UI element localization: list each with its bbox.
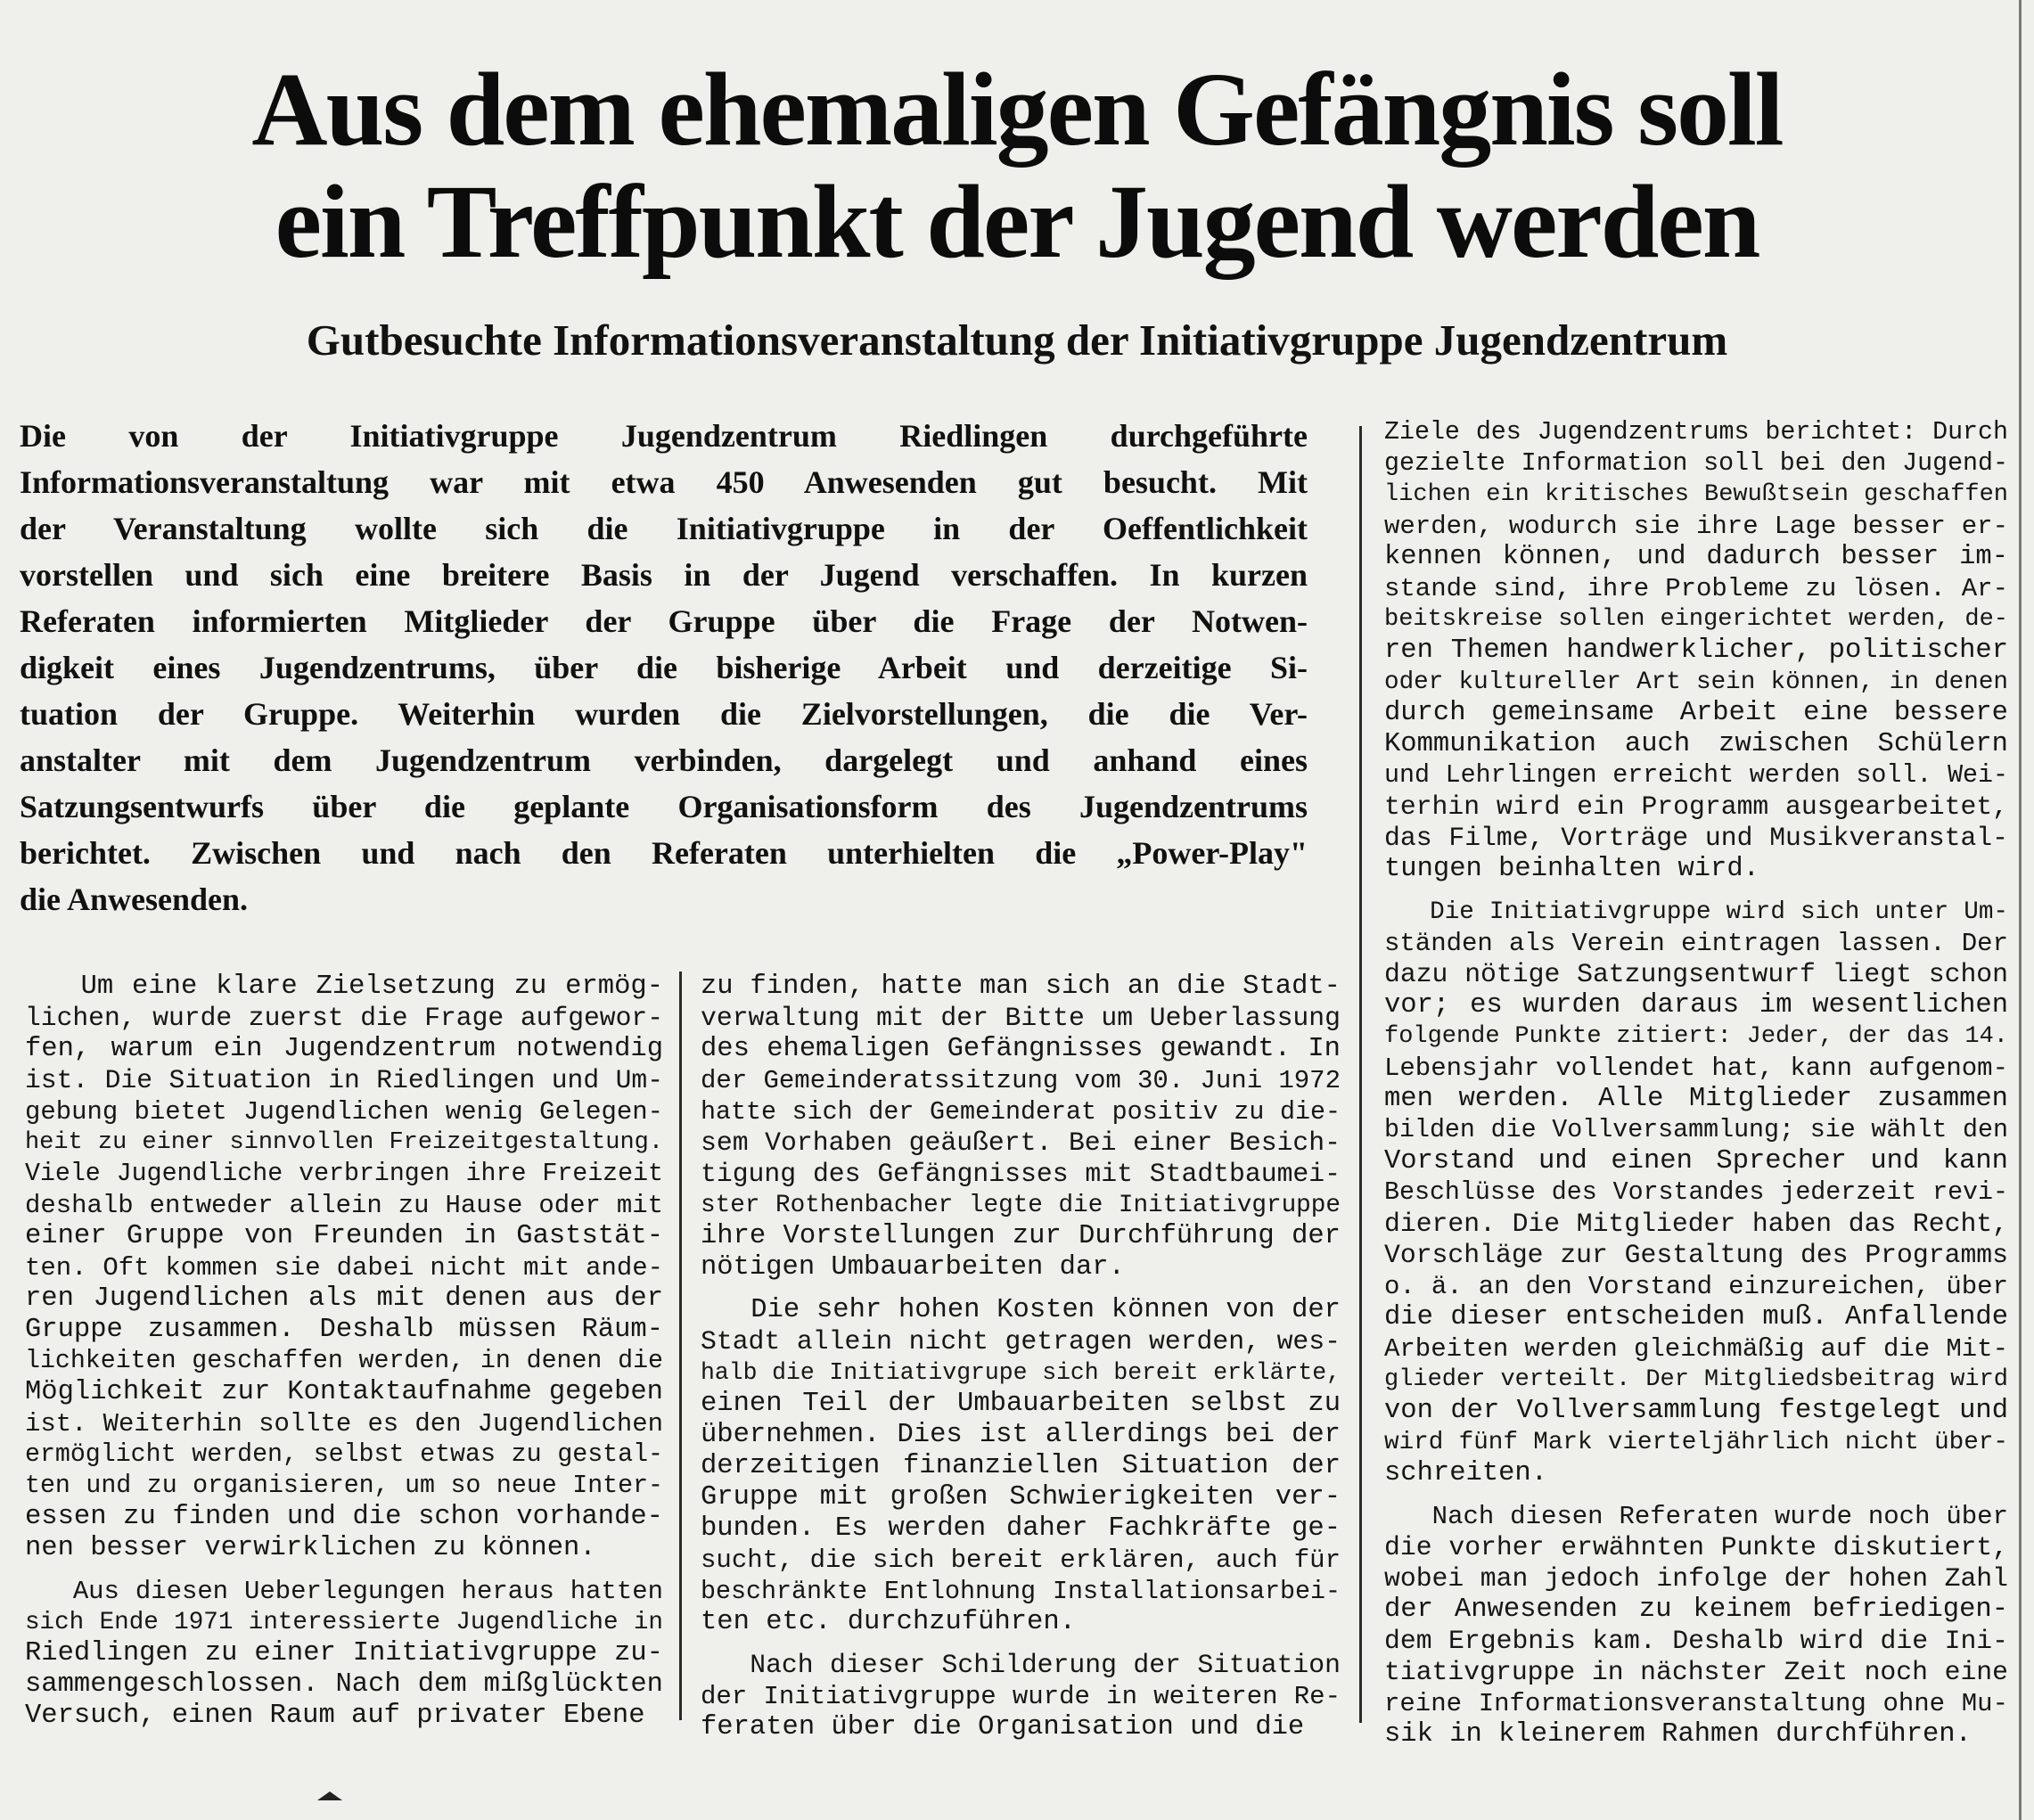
text-line: bunden. Es werden daher Fachkräfte ge- xyxy=(701,1513,1341,1544)
text-line: ist. Die Situation in Riedlingen und Um- xyxy=(25,1065,663,1095)
page-mark xyxy=(317,1791,342,1800)
text-line: Vorschläge zur Gestaltung des Programms xyxy=(1384,1240,2008,1270)
text-line: Möglichkeit zur Kontaktaufnahme gegeben xyxy=(25,1377,663,1407)
text-line: zu finden, hatte man sich an die Stadt- xyxy=(701,971,1341,1002)
text-line: feraten über die Organisation und die xyxy=(701,1712,1305,1742)
text-line: ten und zu organisieren, um so neue Inter- xyxy=(25,1472,663,1500)
text-line: verwaltung mit der Bitte um Ueberlassung xyxy=(701,1003,1341,1033)
headline xyxy=(0,53,2034,278)
column-divider-1 xyxy=(679,971,682,1720)
text-line: einen Teil der Umbauarbeiten selbst zu xyxy=(701,1389,1341,1419)
text-line: reine Informationsveranstaltung ohne Mu- xyxy=(1384,1689,2008,1718)
text-line: ster Rothenbacher legte die Initiativgruppe xyxy=(701,1192,1341,1219)
text-line: übernehmen. Dies ist allerdings bei der xyxy=(701,1420,1341,1450)
text-line: oder kultureller Art sein können, in denen xyxy=(1384,668,2008,696)
text-line: ihre Vorstellungen zur Durchführung der xyxy=(701,1221,1341,1251)
text-line: lichen, wurde zuerst die Frage aufgewor- xyxy=(25,1003,663,1033)
text-line: Kommunikation auch zwischen Schülern xyxy=(1384,729,2008,759)
text-line: heit zu einer sinnvollen Freizeitgestaltung. xyxy=(25,1129,663,1156)
column-2 xyxy=(701,971,1341,1743)
text-line: Arbeiten werden gleichmäßig auf die Mit- xyxy=(1384,1334,2008,1364)
text-line: werden, wodurch sie ihre Lage besser er- xyxy=(1384,512,2008,541)
lead-paragraph xyxy=(20,413,1308,922)
text-line: Aus diesen Ueberlegungen heraus hatten xyxy=(25,1577,663,1606)
text-line: Gruppe mit großen Schwierigkeiten ver- xyxy=(701,1482,1341,1513)
text-line: Satzungsentwurfs über die geplante Organisationsform des Jugendzentrums xyxy=(20,789,1308,824)
text-line: ten etc. durchzuführen. xyxy=(701,1607,1076,1637)
text-line: wobei man jedoch infolge der hohen Zahl xyxy=(1384,1563,2008,1594)
text-line: vor; es wurden daraus im wesentlichen xyxy=(1384,990,2008,1021)
text-line: der Gemeinderatssitzung vom 30. Juni 1972 xyxy=(701,1066,1341,1095)
text-line: nötigen Umbauarbeiten dar. xyxy=(701,1252,1125,1283)
text-line: sammengeschlossen. Nach dem mißglückten xyxy=(25,1669,663,1700)
text-line: beschränkte Entlohnung Installationsarbei- xyxy=(701,1577,1341,1606)
text-line: Um eine klare Zielsetzung zu ermög- xyxy=(25,971,663,1002)
text-line: fen, warum ein Jugendzentrum notwendig xyxy=(25,1034,663,1064)
text-line: sik in kleinerem Rahmen durchführen. xyxy=(1384,1719,1972,1750)
text-line: vorstellen und sich eine breitere Basis in der Jugend verschaffen. In kurzen xyxy=(20,557,1308,593)
column-divider-2 xyxy=(1359,426,1362,1723)
paragraph-gap xyxy=(25,1564,663,1576)
text-line: dazu nötige Satzungsentwurf liegt schon xyxy=(1384,959,2008,989)
text-line: bilden die Vollversammlung; sie wählt den xyxy=(1384,1116,2008,1144)
text-line: beitskreise sollen eingerichtet werden, de- xyxy=(1384,606,2008,633)
text-line: nen besser verwirklichen zu können. xyxy=(25,1533,596,1563)
paragraph-gap xyxy=(1384,885,2008,897)
text-line: Nach dieser Schilderung der Situation xyxy=(701,1650,1341,1680)
headline-line-1: Aus dem ehemaligen Gefängnis soll xyxy=(251,51,1783,168)
text-line: Ziele des Jugendzentrums berichtet: Durch xyxy=(1384,418,2008,447)
text-line: men werden. Alle Mitglieder zusammen xyxy=(1384,1084,2008,1114)
text-line: Riedlingen zu einer Initiativgruppe zu- xyxy=(25,1638,663,1668)
page-edge xyxy=(2019,0,2022,1820)
text-line: Die von der Initiativgruppe Jugendzentrum Riedlingen durchgeführte xyxy=(20,418,1308,454)
text-line: die vorher erwähnten Punkte diskutiert, xyxy=(1384,1532,2008,1562)
text-line: Versuch, einen Raum auf privater Ebene xyxy=(25,1701,645,1731)
text-line: von der Vollversammlung festgelegt und xyxy=(1384,1396,2008,1426)
text-line: und Lehrlingen erreicht werden soll. Wei- xyxy=(1384,761,2008,790)
text-line: o. ä. an den Vorstand einzureichen, über xyxy=(1384,1272,2008,1301)
text-line: glieder verteilt. Der Mitgliedsbeitrag wird xyxy=(1384,1366,2008,1393)
column-1 xyxy=(25,971,663,1732)
text-line: derzeitigen finanziellen Situation der xyxy=(701,1451,1341,1481)
text-line: schreiten. xyxy=(1384,1458,1548,1488)
text-line: folgende Punkte zitiert: Jeder, der das 14. xyxy=(1384,1023,2008,1050)
text-line: lichen ein kritisches Bewußtsein geschaffen xyxy=(1384,481,2008,508)
text-line: sem Vorhaben geäußert. Bei einer Besich- xyxy=(701,1127,1341,1158)
text-line: Die sehr hohen Kosten können von der xyxy=(701,1295,1341,1325)
paragraph-gap xyxy=(701,1283,1341,1295)
text-line: Referaten informierten Mitglieder der Gruppe über die Frage der Notwen- xyxy=(20,603,1308,639)
text-line: ren Jugendlichen als mit denen aus der xyxy=(25,1283,663,1314)
text-line: Die Initiativgruppe wird sich unter Um- xyxy=(1384,898,2008,926)
column-3 xyxy=(1384,417,2008,1750)
headline-line-2: ein Treffpunkt der Jugend werden xyxy=(275,163,1759,280)
text-line: die dieser entscheiden muß. Anfallende xyxy=(1384,1302,2008,1332)
text-line: essen zu finden und die schon vorhande- xyxy=(25,1502,663,1532)
text-line: der Anwesenden zu keinem befriedigen- xyxy=(1384,1595,2008,1625)
text-line: tungen beinhalten wird. xyxy=(1384,854,1759,884)
paragraph-gap xyxy=(1384,1489,2008,1501)
text-line: einer Gruppe von Freunden in Gaststät- xyxy=(25,1221,663,1251)
text-line: lichkeiten geschaffen werden, in denen die xyxy=(25,1347,663,1375)
text-line: des ehemaligen Gefängnisses gewandt. In xyxy=(701,1034,1341,1064)
text-line: digkeit eines Jugendzentrums, über die bisherige Arbeit und derzeitige Si- xyxy=(20,650,1308,685)
text-line: Vorstand und einen Sprecher und kann xyxy=(1384,1146,2008,1176)
text-line: ermöglicht werden, selbst etwas zu gestal- xyxy=(25,1440,663,1469)
text-line: Informationsveranstaltung war mit etwa 450 Anwesenden gut besucht. Mit xyxy=(20,464,1308,500)
text-line: tuation der Gruppe. Weiterhin wurden die Zielvorstellungen, die die Ver- xyxy=(20,696,1308,732)
text-line: gebung bietet Jugendlichen wenig Gelegen- xyxy=(25,1097,663,1127)
text-line: Lebensjahr vollendet hat, kann aufgenom- xyxy=(1384,1053,2008,1083)
text-line: tiativgruppe in nächster Zeit noch eine xyxy=(1384,1657,2008,1687)
text-line: halb die Initiativgrupe sich bereit erklärte, xyxy=(701,1359,1341,1386)
text-line: deshalb entweder allein zu Hause oder mit xyxy=(25,1191,663,1220)
text-line: Nach diesen Referaten wurde noch über xyxy=(1384,1502,2008,1531)
text-line: ist. Weiterhin sollte es den Jugendlichen xyxy=(25,1409,663,1439)
text-line: dieren. Die Mitglieder haben das Recht, xyxy=(1384,1209,2008,1239)
text-line: der Initiativgruppe wurde in weiteren Re- xyxy=(701,1682,1341,1711)
text-line: Stadt allein nicht getragen werden, wes- xyxy=(701,1326,1341,1357)
text-line: dem Ergebnis kam. Deshalb wird die Ini- xyxy=(1384,1626,2008,1656)
text-line: kennen können, und dadurch besser im- xyxy=(1384,542,2008,572)
text-line: Viele Jugendliche verbringen ihre Freizeit xyxy=(25,1160,663,1188)
text-line: durch gemeinsame Arbeit eine bessere xyxy=(1384,698,2008,728)
text-line: Beschlüsse des Vorstandes jederzeit revi- xyxy=(1384,1178,2008,1207)
text-line: ten. Oft kommen sie dabei nicht mit ande- xyxy=(25,1253,663,1283)
paragraph-gap xyxy=(701,1638,1341,1650)
text-line: tigung des Gefängnisses mit Stadtbaumei- xyxy=(701,1159,1341,1189)
text-line: hatte sich der Gemeinderat positiv zu die- xyxy=(701,1097,1341,1127)
text-line: berichtet. Zwischen und nach den Referaten unterhielten die „Power-Play" xyxy=(20,835,1308,871)
text-line: sich Ende 1971 interessierte Jugendliche in xyxy=(25,1609,663,1636)
text-line: sucht, die sich bereit erklären, auch für xyxy=(701,1545,1341,1575)
text-line: wird fünf Mark vierteljährlich nicht über- xyxy=(1384,1429,2008,1456)
text-line: der Veranstaltung wollte sich die Initiativgruppe in der Oeffentlichkeit xyxy=(20,511,1308,546)
text-line: das Filme, Vorträge und Musikveranstal- xyxy=(1384,823,2008,853)
text-line: terhin wird ein Programm ausgearbeitet, xyxy=(1384,791,2008,822)
subheadline: Gutbesuchte Informationsveranstaltung der Initiativgruppe Jugendzentrum xyxy=(306,316,1728,365)
text-line: die Anwesenden. xyxy=(20,881,249,917)
text-line: ren Themen handwerklicher, politischer xyxy=(1384,635,2008,666)
text-line: ständen als Verein eintragen lassen. Der xyxy=(1384,929,2008,958)
text-line: Gruppe zusammen. Deshalb müssen Räum- xyxy=(25,1315,663,1345)
text-line: gezielte Information soll bei den Jugend- xyxy=(1384,449,2008,478)
text-line: stande sind, ihre Probleme zu lösen. Ar- xyxy=(1384,574,2008,603)
text-line: anstalter mit dem Jugendzentrum verbinden, dargelegt und anhand eines xyxy=(20,742,1308,778)
